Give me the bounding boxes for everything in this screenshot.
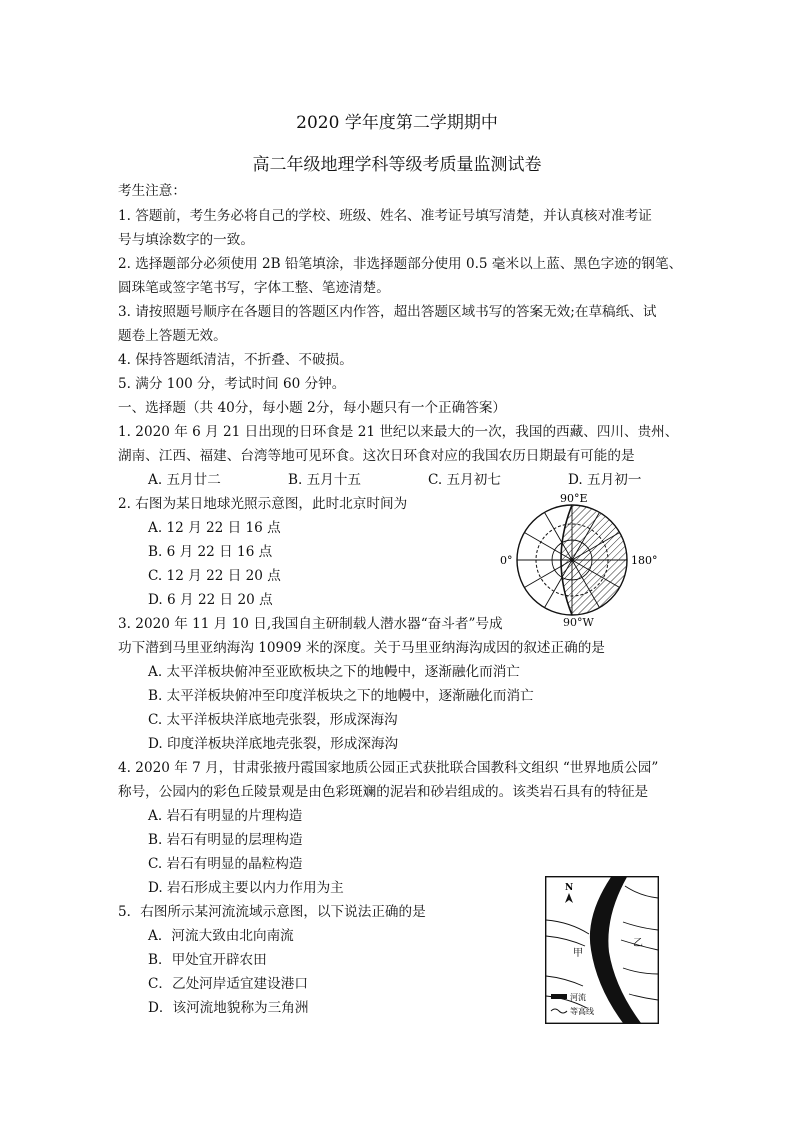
q2-option-c: C. 12 月 22 日 20 点 [148,568,281,584]
q1-option-b: B. 五月十五 [288,472,362,488]
q2-option-b: B. 6 月 22 日 16 点 [148,544,273,560]
q1-option-c: C. 五月初七 [428,472,501,488]
notice-line: 1. 答题前，考生务必将自己的学校、班级、姓名、准考证号填写清楚，并认真核对准考证 [118,208,652,224]
q4-stem: 称号，公园内的彩色丘陵景观是由色彩斑斓的泥岩和砂岩组成的。该类岩石具有的特征是 [118,784,649,800]
notice-line: 号与填涂数字的一致。 [118,232,254,248]
notice-heading: 考生注意： [118,183,186,199]
label-jia: 甲 [573,948,583,959]
notice-line: 4. 保持答题纸清洁，不折叠、不破损。 [118,352,353,368]
q2-stem: 2. 右图为某日地球光照示意图，此时北京时间为 [118,496,408,512]
q3-option-d: D. 印度洋板块洋底地壳张裂，形成深海沟 [148,736,399,752]
q3-option-a: A. 太平洋板块俯冲至亚欧板块之下的地幔中，逐渐融化而消亡 [148,664,520,680]
legend-river-label: 河流 [570,993,586,1002]
q5-stem: 5．右图所示某河流流域示意图，以下说法正确的是 [118,904,426,920]
label-yi: 乙 [633,938,643,949]
legend-contour-label: 等高线 [570,1007,594,1016]
notice-line: 题卷上答题无效。 [118,328,227,344]
exam-title-line1: 2020 学年度第二学期期中 [296,113,498,133]
q1-stem: 1. 2020 年 6 月 21 日出现的日环食是 21 世纪以来最大的一次，我国的西藏、四川、贵州、 [118,424,679,440]
exam-title-line2: 高二年级地理学科等级考质量监测试卷 [252,155,542,175]
q4-option-b: B. 岩石有明显的层理构造 [148,832,303,848]
legend-river-swatch [551,994,567,999]
notice-line: 圆珠笔或签字笔书写，字体工整、笔迹清楚。 [118,280,390,296]
label-90w: 90°W [563,616,594,629]
q2-option-a: A. 12 月 22 日 16 点 [148,520,281,536]
q5-option-b: B．甲处宜开辟农田 [148,952,267,968]
q2-option-d: D. 6 月 22 日 20 点 [148,592,273,608]
q3-option-b: B. 太平洋板块俯冲至印度洋板块之下的地幔中，逐渐融化而消亡 [148,688,534,704]
notice-line: 2. 选择题部分必须使用 2B 铅笔填涂，非选择题部分使用 0.5 毫米以上蓝、黑色字迹的钢笔、 [118,256,683,272]
notice-line: 5. 满分 100 分，考试时间 60 分钟。 [118,376,346,392]
q5-option-c: C．乙处河岸适宜建设港口 [148,976,308,992]
label-180: 180° [631,554,658,567]
q1-option-a: A. 五月廿二 [148,472,221,488]
river-basin-map [545,876,659,1024]
q1-stem: 湖南、江西、福建、台湾等地可见环食。这次日环食对应的我国农历日期最有可能的是 [118,448,635,464]
q4-option-a: A. 岩石有明显的片理构造 [148,808,303,824]
q3-option-c: C. 太平洋板块洋底地壳张裂，形成深海沟 [148,712,398,728]
label-0: 0° [500,554,513,567]
q4-option-d: D. 岩石形成主要以内力作用为主 [148,880,344,896]
earth-illumination-diagram [490,490,670,625]
q4-option-c: C. 岩石有明显的晶粒构造 [148,856,303,872]
q3-stem: 3. 2020 年 11 月 10 日,我国自主研制载人潜水器“奋斗者”号成 [118,616,503,632]
q5-option-a: A．河流大致由北向南流 [148,928,294,944]
q4-stem: 4. 2020 年 7 月，甘肃张掖丹霞国家地质公园正式获批联合国教科文组织 “世界地质公园” [118,760,659,776]
q1-option-d: D. 五月初一 [568,472,642,488]
north-label: N [565,883,574,893]
q5-option-d: D．该河流地貌称为三角洲 [148,1000,309,1016]
q3-stem: 功下潜到马里亚纳海沟 10909 米的深度。关于马里亚纳海沟成因的叙述正确的是 [118,640,605,656]
notice-line: 3. 请按照题号顺序在各题目的答题区内作答，超出答题区域书写的答案无效;在草稿纸、试 [118,304,657,320]
section-heading: 一、选择题（共 40分，每小题 2分，每小题只有一个正确答案） [118,400,507,416]
label-90e: 90°E [560,492,588,505]
